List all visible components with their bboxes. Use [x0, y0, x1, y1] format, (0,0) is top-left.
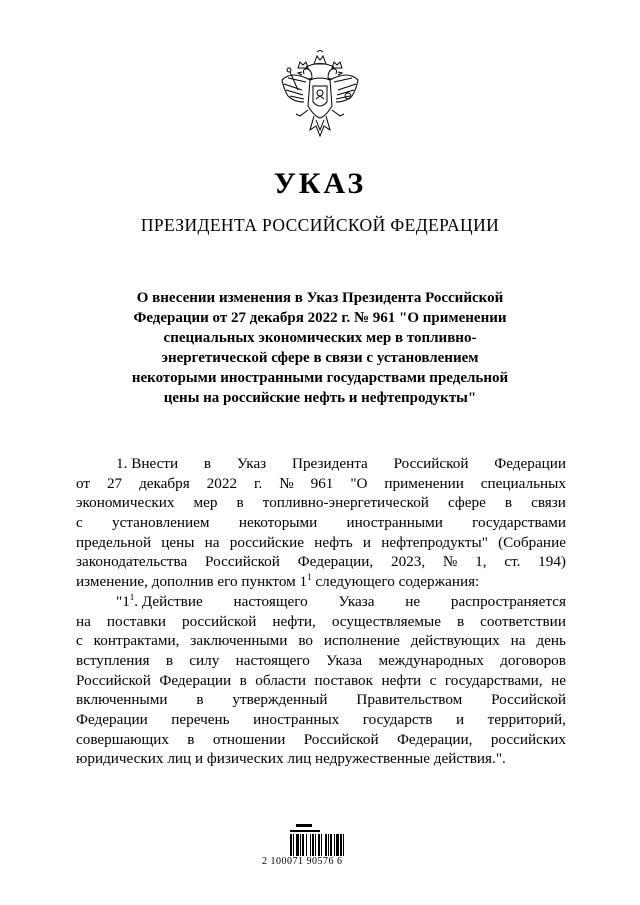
- word: Федерации,: [297, 553, 374, 571]
- word: Федерации: [76, 710, 148, 728]
- body-line: [76, 572, 566, 592]
- document-title: [100, 288, 540, 408]
- body-line: [76, 690, 566, 710]
- word: нефть: [314, 533, 353, 551]
- word: №: [279, 474, 294, 492]
- word: в: [236, 494, 244, 512]
- issuer-heading: ПРЕЗИДЕНТА РОССИЙСКОЙ ФЕДЕРАЦИИ: [140, 215, 500, 235]
- word: нефти: [381, 671, 422, 689]
- word: не: [551, 671, 566, 689]
- word: силу: [189, 651, 220, 669]
- body-line: [76, 612, 566, 632]
- word: контрактами,: [93, 632, 180, 650]
- word: "О: [350, 474, 368, 492]
- word: топливно-энергетической: [262, 494, 429, 512]
- word: в: [504, 494, 513, 512]
- word: государств: [362, 710, 433, 728]
- russian-coat-of-arms-icon: [276, 50, 364, 142]
- word: мер: [193, 494, 218, 512]
- word: соответствии: [480, 612, 566, 630]
- word: Федерации: [494, 455, 566, 472]
- title-line: цены на российские нефть и нефтепродукты": [163, 390, 477, 406]
- word: в: [203, 455, 212, 472]
- word: заключенными: [190, 632, 288, 650]
- word: иностранными: [346, 514, 443, 532]
- title-line: Федерации от 27 декабря 2022 г. № 961 "О применении: [133, 310, 507, 326]
- word: с: [76, 632, 83, 650]
- word: 961: [310, 474, 334, 492]
- word: Указ: [236, 455, 267, 472]
- word: (Собрание: [498, 533, 566, 551]
- title-line: некоторыми иностранными государствами предельной: [131, 370, 509, 386]
- word: законодательства: [76, 553, 188, 571]
- word: 2022: [206, 474, 238, 492]
- word: 2023,: [390, 553, 426, 571]
- body-line: юридических лиц и физических лиц недружественные действия.".: [76, 750, 506, 768]
- word: 1. Внести: [116, 455, 179, 472]
- body-line: [76, 730, 566, 750]
- superscript: 1: [129, 591, 135, 602]
- word: Указа: [326, 651, 363, 669]
- word: Правительством: [356, 691, 463, 709]
- word: на: [76, 612, 91, 630]
- document-type: УКАЗ: [273, 167, 367, 200]
- body-line: [76, 710, 566, 730]
- title-line: О внесении изменения в Указ Президента Российской: [136, 290, 504, 306]
- body-line: [76, 631, 566, 651]
- word: некоторыми: [238, 514, 318, 532]
- word: установлением: [112, 514, 210, 532]
- word: вступления: [76, 651, 150, 669]
- word: от: [76, 474, 91, 492]
- word: Российской: [303, 730, 379, 748]
- body-line: [76, 533, 566, 553]
- word: экономических: [76, 494, 175, 512]
- word: осуществляемые: [331, 612, 441, 630]
- word: 27: [106, 474, 123, 492]
- word: в: [187, 730, 195, 748]
- word: специальных: [480, 474, 566, 492]
- word: российские: [229, 533, 305, 551]
- word: государствами: [472, 514, 566, 532]
- body-line: [76, 513, 566, 533]
- word: Федерации: [159, 671, 232, 689]
- text-run: следующего содержания:: [311, 573, 480, 591]
- body-line: [76, 671, 566, 691]
- body-line: [76, 493, 566, 513]
- word: с: [76, 514, 83, 532]
- word: поставок: [314, 671, 373, 689]
- word: Российской: [76, 671, 151, 689]
- barcode-icon: [286, 822, 366, 882]
- word: декабря: [139, 474, 190, 492]
- word: Российской: [393, 455, 469, 472]
- word: распространяется: [450, 592, 566, 610]
- word: на: [204, 533, 220, 551]
- word: Президента: [292, 455, 368, 472]
- word: Указа: [338, 592, 375, 610]
- title-line: специальных экономических мер в топливно-: [163, 330, 477, 346]
- word: в: [165, 651, 173, 669]
- word: территорий,: [487, 710, 566, 728]
- word: в: [196, 691, 204, 709]
- word: области: [255, 671, 307, 689]
- word: международных: [378, 651, 484, 669]
- word: 1,: [475, 553, 487, 571]
- word: настоящего: [235, 651, 310, 669]
- text-run: изменение, дополнив его пунктом 1: [76, 573, 308, 591]
- word: цены: [161, 533, 195, 551]
- word: ст.: [504, 553, 521, 571]
- word: №: [442, 553, 458, 571]
- word: и: [362, 533, 372, 551]
- word: утвержденный: [232, 691, 328, 709]
- title-line: энергетической сфере в связи с установлением: [161, 350, 479, 366]
- word: г.: [253, 474, 263, 492]
- superscript: 1: [307, 572, 312, 583]
- word: нефти,: [272, 612, 316, 630]
- word: государствами,: [444, 671, 543, 689]
- body-line: [76, 651, 566, 671]
- word: поставки: [106, 612, 166, 630]
- text-run: "$1^1$. Действие: [116, 591, 203, 610]
- word: Российской: [205, 553, 280, 571]
- word: предельной: [76, 533, 152, 551]
- word: перечень: [171, 710, 230, 728]
- word: в: [456, 612, 465, 630]
- word: отношении: [212, 730, 286, 748]
- word: Федерации,: [396, 730, 473, 748]
- word: день: [536, 632, 566, 650]
- word: совершающих: [76, 730, 169, 748]
- word: не: [405, 592, 421, 610]
- body-line: [76, 474, 566, 494]
- word: применении: [384, 474, 464, 492]
- body-line: [76, 592, 566, 612]
- word: сфере: [447, 494, 486, 512]
- word: нефтепродукты": [381, 533, 488, 551]
- word: российской: [181, 612, 257, 630]
- word: настоящего: [233, 592, 308, 610]
- word: российских: [490, 730, 566, 748]
- word: исполнение: [323, 632, 400, 650]
- word: на: [510, 632, 526, 650]
- word: включенными: [76, 691, 168, 709]
- word: в: [239, 671, 247, 689]
- word: и: [455, 710, 465, 728]
- word: действующих: [410, 632, 500, 650]
- body-line: [76, 552, 566, 572]
- word: связи: [531, 494, 566, 512]
- word: договоров: [500, 651, 566, 669]
- word: во: [298, 632, 313, 650]
- barcode-number: 2 100071 90576 6: [262, 856, 343, 867]
- word: иностранных: [253, 710, 340, 728]
- body-line: [76, 454, 566, 474]
- word: с: [429, 671, 437, 689]
- word: Российской: [491, 691, 566, 709]
- decree-body: [76, 454, 566, 769]
- word: 194): [538, 553, 566, 571]
